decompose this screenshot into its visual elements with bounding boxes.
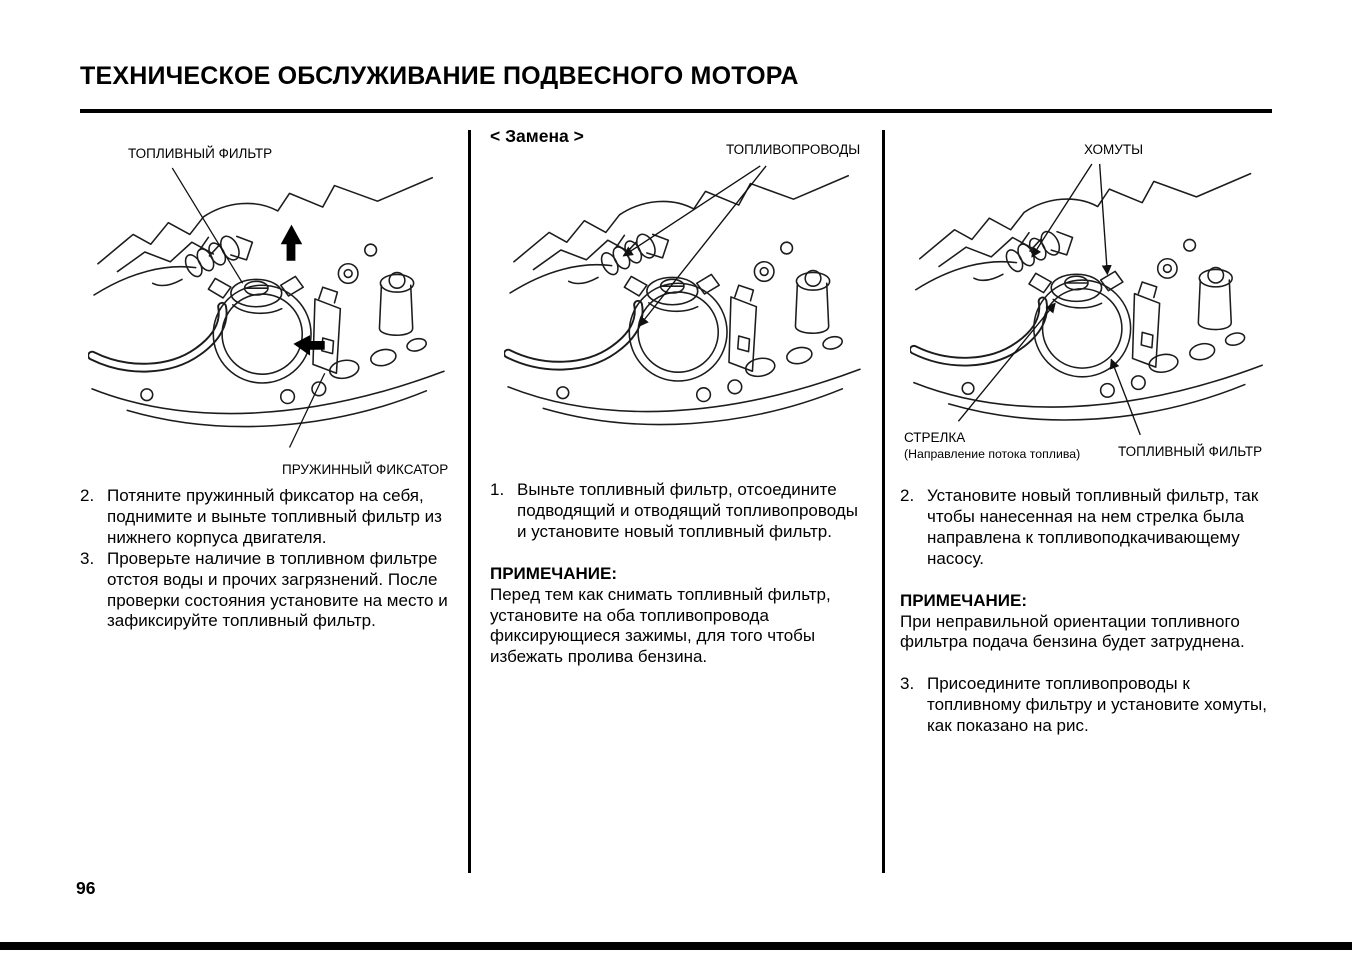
engine-line-art (914, 174, 1262, 420)
step-text: Проверьте наличие в топливном фильтре отстоя воды и прочих загрязнений. После проверки состояния установите на место и зафиксируйте топливный фильтр. (107, 548, 448, 631)
engine-line-art (92, 178, 444, 427)
column-replacement-b (898, 130, 1274, 870)
step-number: 2. (80, 486, 95, 505)
lift-direction-arrow-icon (281, 225, 303, 261)
page-number: 96 (76, 878, 96, 898)
label-flow-arrow (904, 430, 1080, 462)
step-number: 3. (900, 674, 915, 694)
instructions-removal (80, 486, 452, 632)
step-text: Выньте топливный фильтр, отсоедините подводящий и отводящий топливопроводы и установите новый топливный фильтр. (517, 480, 858, 541)
instruction-step (490, 480, 862, 543)
page-title: ТЕХНИЧЕСКОЕ ОБСЛУЖИВАНИЕ ПОДВЕСНОГО МОТОРА (80, 62, 799, 90)
label-clamps: ХОМУТЫ (1084, 142, 1144, 157)
step-text: Потяните пружинный фиксатор на себя, поднимите и выньте топливный фильтр из нижнего корпуса двигателя. (107, 486, 442, 547)
instruction-step (900, 674, 1272, 737)
leader-line-spring-clip (290, 373, 325, 447)
column-replacement-a (488, 122, 870, 870)
label-flow-arrow-title: СТРЕЛКА (904, 430, 966, 445)
step-text: Установите новый топливный фильтр, так чтобы нанесенная на нем стрелка была направлена к топливоподкачивающему насосу. (927, 486, 1259, 568)
note-block (490, 564, 862, 669)
column-removal (78, 130, 458, 870)
label-fuel-filter: ТОПЛИВНЫЙ ФИЛЬТР (128, 146, 273, 161)
engine-illustration-clamps (910, 162, 1268, 462)
title-rule (80, 109, 1272, 113)
step-number: 3. (80, 548, 95, 568)
engine-illustration-removal (88, 166, 450, 469)
leader-line-clamp-lower (1100, 164, 1108, 274)
note-title: ПРИМЕЧАНИЕ: (900, 590, 1027, 610)
engine-illustration-fuel-lines (504, 164, 866, 467)
instructions-replacement-a (490, 480, 862, 668)
instructions-replacement-b (900, 486, 1272, 737)
step-number: 1. (490, 480, 505, 499)
instruction-step (80, 549, 452, 633)
note-title: ПРИМЕЧАНИЕ: (490, 563, 617, 583)
label-spring-clip: ПРУЖИННЫЙ ФИКСАТОР (282, 462, 449, 477)
leader-line-clamp-upper (1032, 164, 1092, 257)
step-number: 2. (900, 486, 915, 505)
engine-line-art (508, 176, 860, 425)
label-flow-arrow-note: (Направление потока топлива) (904, 446, 1081, 461)
step-text: Присоедините топливопроводы к топливному фильтру и установите хомуты, как показано на рис. (927, 674, 1267, 736)
instruction-step (80, 486, 452, 549)
label-fuel-filter: ТОПЛИВНЫЙ ФИЛЬТР (1118, 444, 1263, 459)
section-header-replacement: < Замена > (490, 126, 584, 146)
leader-line-fuel-line-lower (639, 166, 766, 326)
figure-annotations (172, 168, 324, 448)
instruction-step (900, 486, 1272, 570)
label-fuel-lines: ТОПЛИВОПРОВОДЫ (726, 142, 861, 157)
column-divider-2 (882, 130, 885, 873)
note-text: При неправильной ориентации топливного фильтра подача бензина будет затруднена. (900, 611, 1245, 652)
note-block (900, 591, 1272, 654)
note-text: Перед тем как снимать топливный фильтр, установите на оба топливопровода фиксирующиеся зажимы, для того чтобы избежать пролива бензина. (490, 584, 831, 667)
leader-line-fuel-filter (1111, 359, 1140, 434)
leader-line-fuel-line-upper (623, 166, 760, 256)
column-divider-1 (468, 130, 471, 873)
bottom-rule (0, 942, 1352, 950)
